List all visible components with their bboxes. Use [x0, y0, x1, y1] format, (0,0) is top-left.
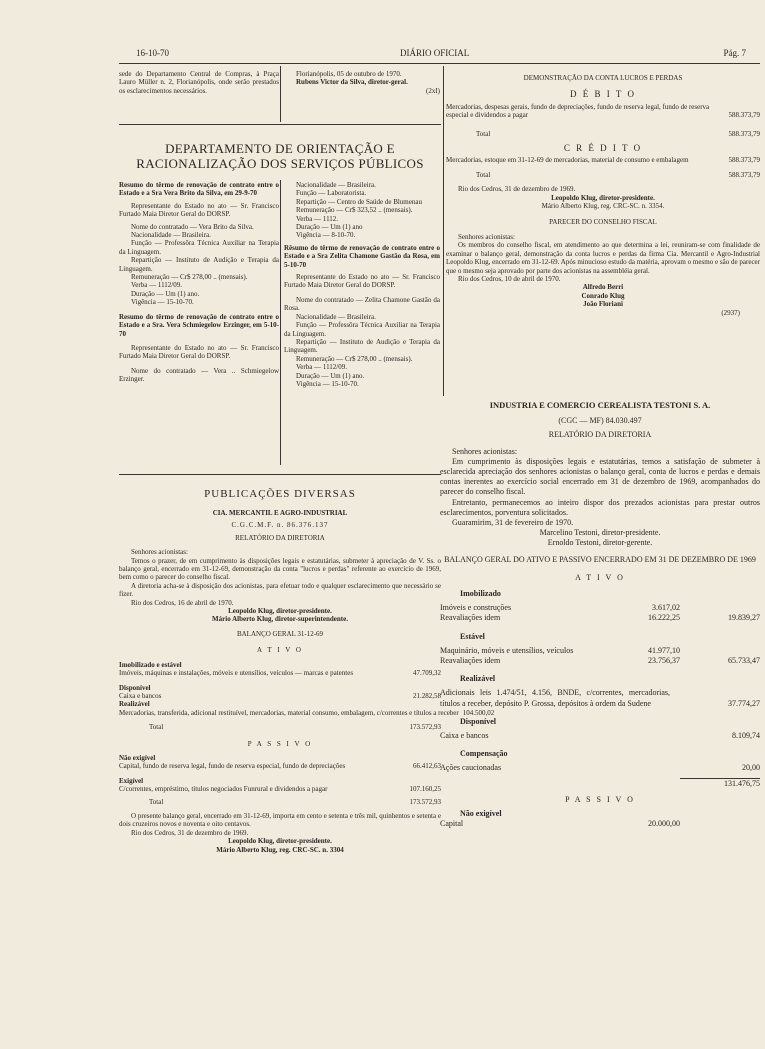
- lucros-title: DEMONSTRAÇÃO DA CONTA LUCROS E PERDAS: [523, 74, 683, 82]
- lucros-sign2: Mário Alberto Klug, reg. CRC-SC. n. 3354.: [541, 202, 665, 211]
- dep-col2-line: Repartição — Instituto de Audição e Terapia da Linguagem.: [284, 337, 440, 355]
- testoni-imob-table: [440, 603, 760, 623]
- top-right-place: Florianópolis, 05 de outubro de 1970.: [296, 70, 402, 78]
- column-divider: [443, 66, 444, 396]
- lucros-debito-value: 588.373,79: [728, 111, 760, 120]
- column-divider-dep: [280, 180, 281, 465]
- pub-cgc: C.G.C.M.F. n. 86.376.137: [231, 521, 329, 530]
- testoni-est-row-v2: [680, 646, 760, 656]
- testoni-passivo: P A S S I V O: [565, 794, 635, 804]
- testoni-p2: Entretanto, permanecemos ao inteiro dispor dos prezados acionistas para prestar outros esclarecimentos, porventura solicitados.: [440, 497, 760, 517]
- testoni-est-row-v2: 65.733,47: [728, 656, 760, 666]
- lucros-credito-value: 588.373,79: [728, 156, 760, 165]
- dep-col2-line: Vigência — 8-10-70.: [296, 231, 356, 240]
- testoni-ativo: A T I V O: [575, 572, 625, 582]
- pub-closing-sign2: Mário Alberto Klug, reg. CRC-SC. n. 3304: [216, 845, 344, 854]
- pub-disp-label: Disponível: [119, 683, 151, 692]
- dep-col1-line: Vigência — 15-10-70.: [131, 298, 194, 307]
- testoni-imob-row-v1: 16.222,25: [648, 613, 680, 623]
- dep-col1-line: Função — Professôra Técnica Auxiliar na Terapia da Linguagem.: [119, 239, 279, 256]
- pub-exig-text: C/correntes, empréstimo, títulos negociados Funrural e dividendos a pagar: [119, 785, 328, 794]
- dep-col1-line: Nome do contratado — Vera .. Schmiegelow Erzinger.: [119, 366, 279, 384]
- lucros-total-value: 588.373,79: [728, 129, 760, 138]
- dep-col2-line: Rêsumo do têrmo de renovação de contrato entre o Estado e a Sra Zelita Chamone Gastão da Rosa, em 5-10-70: [284, 243, 440, 269]
- testoni-capital-row: [440, 819, 760, 829]
- lucros-place: Rio dos Cedros, 31 de dezembro de 1969.: [458, 185, 576, 194]
- pub-title: PUBLICAÇÕES DIVERSAS: [204, 488, 356, 500]
- pub-closing: O presente balanço geral, encerrado em 31-12-69, importa em cento e setenta e três mil, quinhentos e setenta e dois cruzeiros novos e noventa e oito centavos.: [119, 811, 441, 829]
- testoni-est-row-v1: 41.977,10: [648, 645, 680, 655]
- header-page: Pág. 7: [723, 48, 746, 58]
- lucros-total2-label: Total: [476, 170, 491, 179]
- testoni-est-row-v1: 23.756,37: [648, 656, 680, 666]
- dep-col2-line: Representante do Estado no ato — Sr. Francisco Furtado Maia Diretor Geral do DORSP.: [284, 273, 440, 290]
- pub-balance-title: BALANÇO GERAL 31-12-69: [236, 629, 324, 638]
- lucros-debito-text: Mercadorias, despesas gerais, fundo de depreciações, fundo de reserva legal, fundo de reserva especial e dividendos a pagar: [446, 102, 710, 120]
- pub-nao-exig-row: [119, 762, 441, 770]
- dep-col2: [284, 181, 440, 388]
- lucros-total-row: [446, 130, 760, 138]
- lucros-total-label: Total: [476, 129, 491, 138]
- dep-col2-line: Remuneração — Cr$ 278,00 .. (mensais).: [296, 354, 413, 363]
- column-divider-top: [280, 66, 281, 122]
- dep-col2-line: Verba — 1112/09.: [296, 363, 347, 372]
- testoni-sign1: Marcelino Testoni, diretor-presidente.: [539, 528, 661, 538]
- lucros-sign1: Leopoldo Klug, diretor-presidente.: [551, 193, 655, 202]
- header-title: DIÁRIO OFICIAL: [400, 48, 470, 58]
- testoni-real-label: Realizável: [460, 674, 496, 684]
- lucros-total2-value: 588.373,79: [728, 170, 760, 179]
- pub-exig-row: [119, 785, 441, 793]
- parecer-member: João Floriani: [583, 300, 623, 309]
- testoni-comp-value: 20,00: [742, 763, 760, 773]
- dep-col1-line: Representante do Estado no ato — Sr. Francisco Furtado Maia Diretor Geral do DORSP.: [119, 343, 279, 361]
- pub-total-row: [119, 723, 441, 731]
- dep-col1-line: Resumo do têrmo de renovação de contrato entre o Estado e a Sra Vera Brito da Silva, em 29-9-70: [119, 181, 279, 198]
- dep-col1-line: Resumo do têrmo de renovação de contrato entre o Estado e a Sra. Vera Schmiegelow Erzinger, em 5-10-70: [119, 312, 279, 338]
- testoni-est-row-label: Maquinário, móveis e utensílios, veículos: [440, 645, 574, 655]
- pub-sign1: Leopoldo Klug, diretor-presidente.: [228, 607, 332, 616]
- testoni-real-row: [440, 688, 760, 708]
- testoni-p1: Em cumprimento às disposições legais e estatutárias, temos a satisfação de submeter à esclarecida apreciação dos senhores acionistas o balanço geral, conta de lucros e perdas e demais contas inerentes ao exercício social encerrado em 31 de dezembro de 1969, acompanhados do parecer do conselho fiscal.: [440, 456, 760, 497]
- testoni-nao-exig: Não exigível: [460, 809, 502, 819]
- dep-col2-line: Repartição — Centro de Saúde de Blumenau: [296, 197, 422, 206]
- dep-col2-line: Função — Professôra Técnica Auxiliar na Terapia da Linguagem.: [284, 321, 440, 338]
- dep-col2-line: Verba — 1112.: [296, 214, 339, 223]
- dep-col2-line: Nacionalidade — Brasileira.: [296, 181, 376, 189]
- testoni-cgc: (CGC — MF) 84.030.497: [558, 416, 642, 426]
- testoni-imob-row-v2: [680, 603, 760, 613]
- testoni-disp-text: Caixa e bancos: [440, 731, 489, 741]
- testoni-est-label: Estável: [460, 631, 485, 641]
- lucros-total2-row: [446, 171, 760, 179]
- testoni-section: [440, 400, 760, 830]
- pub-exig-label: Exigível: [119, 776, 144, 785]
- pub-passivo: P A S S I V O: [247, 739, 313, 748]
- testoni-imob-row-label: Reavaliações idem: [440, 613, 501, 623]
- pub-imob-label: Imobilizado e estável: [119, 660, 182, 669]
- parecer-member: Alfredo Berri: [582, 283, 624, 292]
- pub-disp-text: Caixa e bancos: [119, 691, 162, 700]
- testoni-total-value: 131.476,75: [724, 778, 760, 788]
- dep-col2-line: Duração — Um (1) ano: [296, 223, 363, 232]
- pub-nao-exig-value: 66.412,63: [413, 762, 441, 771]
- testoni-imob-row-label: Imóveis e construções: [440, 603, 512, 613]
- pub-closing-sign1: Leopoldo Klug, diretor-presidente.: [228, 837, 332, 846]
- testoni-capital-value: 20.000,00: [648, 819, 680, 829]
- dep-col2-line: Remuneração — Cr$ 323,52 .. (mensais).: [296, 206, 413, 215]
- pub-disp-row: [119, 692, 441, 700]
- dep-title: DEPARTAMENTO DE ORIENTAÇÃO E RACIONALIZAÇÃO DOS SERVIÇOS PÚBLICOS: [136, 141, 424, 171]
- top-right-ref: (2xI): [426, 86, 440, 95]
- dep-col1-line: Nome do contratado — Vera Brito da Silva.: [131, 222, 254, 231]
- pub-ativo: A T I V O: [257, 646, 303, 655]
- pub-company: CIA. MERCANTIL E AGRO-INDUSTRIAL: [212, 509, 348, 517]
- lucros-debito: D É B I T O: [570, 89, 636, 100]
- dep-col2-line: Vigência — 15-10-70.: [296, 379, 359, 388]
- pub-exig-value: 107.160,25: [409, 785, 441, 794]
- dep-col1-line: Nacionalidade — Brasileira.: [131, 231, 211, 240]
- section-rule: [119, 474, 441, 475]
- dep-col1-line: Representante do Estado no ato — Sr. Francisco Furtado Maia Diretor Geral do DORSP.: [119, 201, 279, 219]
- pub-total-label: Total: [149, 723, 164, 732]
- pub-total2-value: 173.572,93: [409, 797, 441, 806]
- pub-imob-text: Imóveis, máquinas e instalações, móveis e utensílios, veículos — marcas e patentes: [119, 669, 354, 678]
- testoni-real-value: 37.774,27: [728, 698, 760, 708]
- pub-place: Rio dos Cedros, 16 de abril de 1970.: [131, 598, 234, 607]
- testoni-imob-label: Imobilizado: [460, 589, 501, 599]
- dep-col1-line: Remuneração — Cr$ 278,00 .. (mensais).: [131, 273, 248, 282]
- pub-greeting: Senhores acionistas:: [131, 548, 188, 557]
- testoni-balance-title: BALANÇO GERAL DO ATIVO E PASSIVO ENCERRADO EM 31 DE DEZEMBRO DE 1969: [444, 554, 756, 564]
- dep-col1-line: Repartição — Instituto de Audição e Terapia da Linguagem.: [119, 256, 279, 273]
- top-left-text: sede do Departamento Central de Compras, à Praça Lauro Müller n. 2, Florianópolis, onde serão prestados os esclarecimentos necessários.: [119, 70, 279, 95]
- pub-report-title: RELATÓRIO DA DIRETORIA: [235, 533, 325, 542]
- pub-real-value: 104.500,02: [462, 708, 495, 717]
- header-rule: [119, 63, 760, 64]
- testoni-place: Guaramirim, 31 de fevereiro de 1970.: [452, 518, 574, 528]
- testoni-imob-row-v1: 3.617,02: [652, 603, 680, 613]
- testoni-report-title: RELATÓRIO DA DIRETORIA: [548, 430, 652, 440]
- pub-real-row: [119, 708, 495, 717]
- testoni-comp-text: Ações caucionadas: [440, 763, 502, 773]
- testoni-est-table: [440, 646, 760, 666]
- dep-col1-line: Duração — Um (1) ano.: [131, 289, 200, 298]
- testoni-disp-label: Disponível: [460, 716, 497, 726]
- pub-real-text: Mercadorias, transferida, adicional restituível, mercadorias, material consumo, embalagem, c/correntes e títulos a receber: [119, 708, 459, 717]
- dep-col2-line: Função — Laboratorista.: [296, 189, 367, 198]
- pub-disp-value: 21.282,58: [413, 691, 441, 700]
- testoni-est-row-label: Reavaliações idem: [440, 656, 501, 666]
- parecer-title: PARECER DO CONSELHO FISCAL: [549, 218, 657, 227]
- header-date: 16-10-70: [136, 48, 169, 58]
- testoni-company: INDUSTRIA E COMERCIO CEREALISTA TESTONI S. A.: [489, 400, 711, 410]
- dep-col2-line: Nacionalidade — Brasileira.: [296, 312, 376, 321]
- pub-closing-place: Rio dos Cedros, 31 de dezembro de 1969.: [131, 828, 249, 837]
- parecer-greeting: Senhores acionistas:: [458, 232, 515, 241]
- parecer-member: Conrado Klug: [581, 291, 625, 300]
- pub-p2: A diretoria acha-se à disposição dos acionistas, para efetuar todo e qualquer esclarecimento que necessário se fizer.: [119, 581, 441, 599]
- lucros-credito-text: Mercadorias, estoque em 31-12-69 de mercadorias, material de consumo e embalagem: [446, 156, 689, 165]
- lucros-debito-row: [446, 103, 760, 120]
- testoni-imob-row-v2: 19.839,27: [728, 613, 760, 623]
- dep-col1: [119, 181, 279, 384]
- pub-imob-row: [119, 669, 441, 677]
- dep-col2-line: Nome do contratado — Zelita Chamone Gastão da Rosa.: [284, 295, 440, 313]
- testoni-greeting: Senhores acionistas:: [452, 446, 518, 456]
- lucros-ref: (2937): [721, 308, 740, 317]
- pub-total2-row: [119, 798, 441, 806]
- pub-nao-exig-text: Capital, fundo de reserva legal, fundo de reserva especial, fundo de depreciações: [119, 762, 346, 771]
- pub-sign2: Mário Alberto Klug, diretor-superintendente.: [212, 615, 348, 624]
- lucros-credito-row: [446, 156, 760, 164]
- pub-total2-label: Total: [149, 797, 164, 806]
- top-right-block: [284, 70, 440, 95]
- pub-total-value: 173.572,93: [409, 723, 441, 732]
- parecer-place: Rio dos Cedros, 10 de abril de 1970.: [458, 274, 561, 283]
- pub-nao-exig: Não exigível: [119, 753, 156, 762]
- pub-real-label: Realizável: [119, 700, 150, 709]
- dep-col2-line: Duração — Um (1) ano.: [296, 371, 365, 380]
- testoni-sign2: Ernoldo Testoni, diretor-gerente.: [547, 538, 653, 548]
- dep-col1-line: Verba — 1112/09.: [131, 281, 182, 290]
- lucros-section: [446, 74, 760, 317]
- testoni-disp-value: 8.109,74: [732, 731, 760, 741]
- parecer-text: Os membros do conselho fiscal, em atendimento ao que determina a lei, reuniram-se com finalidade de examinar o balanço geral, demonstração da conta lucros e perdas da firma Cia. Mercantil e Agro-Industrial Leopoldo Klug, encerrado em 31-12-69. Após minucioso estudo da matéria, aprovam o mesmo e são de parecer que o mesmo seja aprovado por parte dos acionistas na assembléia geral.: [446, 241, 760, 275]
- section-rule: [119, 124, 441, 125]
- testoni-comp-row: [440, 763, 760, 773]
- pub-imob-value: 47.709,32: [413, 669, 441, 678]
- testoni-real-text: Adicionais leis 1.474/51, 4.156, BNDE, c/correntes, mercadorias, títulos a receber, depósito P. Grossa, depósitos à ordem da Sudene: [440, 688, 670, 708]
- top-right-sign: Rubens Victor da Silva, diretor-geral.: [296, 78, 408, 87]
- testoni-comp-label: Compensação: [460, 749, 508, 759]
- lucros-credito: C R É D I T O: [563, 143, 643, 154]
- pub-p1: Temos o prazer, de em cumprimento às disposições legais e estatutárias, submeter à apreciação de V. Ss. o balanço geral, encerrado em 31-12-69, demonstração da conta "lucros e perdas" referente ao exercício de 1969, bem como o parecer do conselho fiscal.: [119, 556, 441, 582]
- testoni-disp-row: [440, 731, 760, 741]
- testoni-capital-label: Capital: [440, 819, 464, 829]
- page-header: [130, 48, 750, 62]
